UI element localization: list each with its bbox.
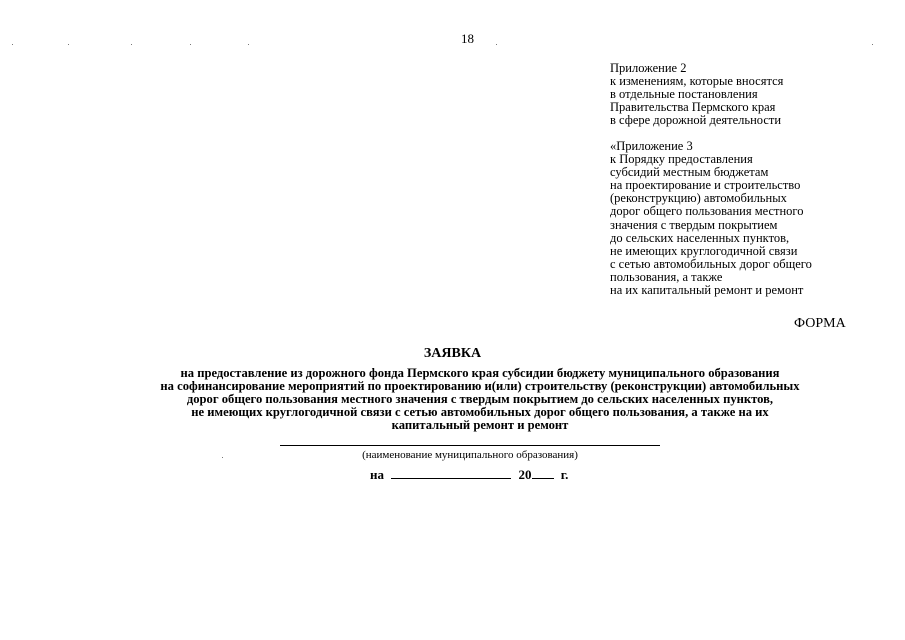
date-blank-field[interactable] <box>391 466 511 479</box>
annex-header-line: в отдельные постановления <box>610 87 758 102</box>
subtitle-line: не имеющих круглогодичной связи с сетью автомобильных дорог общего пользования, а также на их <box>191 405 769 419</box>
annex-header-line: в сфере дорожной деятельности <box>610 113 782 128</box>
annex-order-line: пользования, а также <box>610 269 723 284</box>
annex-order-line: до сельских населенных пунктов, <box>610 230 790 245</box>
annex-order-line: дорог общего пользования местного <box>610 204 804 219</box>
annex-header-line: Правительства Пермского края <box>610 100 776 115</box>
annex-order-line: на проектирование и строительство <box>610 178 801 193</box>
annex-order-line: с сетью автомобильных дорог общего <box>610 256 812 271</box>
annex-order-line: не имеющих круглогодичной связи <box>610 243 798 258</box>
annex-order-line: значения с твердым покрытием <box>610 217 778 232</box>
year-suffix: г. <box>560 467 569 482</box>
scan-speck <box>248 44 249 45</box>
subtitle-line: на предоставление из дорожного фонда Пермского края субсидии бюджету муниципального образования <box>180 366 780 380</box>
annex-order-line: на их капитальный ремонт и ремонт <box>610 283 804 298</box>
annex-header <box>610 62 783 127</box>
scan-speck <box>190 44 191 45</box>
scan-speck <box>496 44 497 45</box>
annex-order-line: субсидий местным бюджетам <box>610 165 769 180</box>
annex-order-line: (реконструкцию) автомобильных <box>610 191 787 206</box>
annex-header-line: к изменениям, которые вносятся <box>610 74 784 89</box>
page-number: 18 <box>461 31 474 46</box>
annex-order-line: к Порядку предоставления <box>610 152 753 167</box>
scan-speck <box>131 44 132 45</box>
document-subtitle <box>0 367 905 432</box>
scan-speck <box>872 44 873 45</box>
subtitle-line: дорог общего пользования местного значения с твердым покрытием до сельских населенных пунктов, <box>186 392 774 406</box>
municipality-name-caption: (наименование муниципального образования) <box>362 449 578 461</box>
subtitle-line: капитальный ремонт и ремонт <box>391 418 569 432</box>
annex-order-line: «Приложение 3 <box>610 139 693 153</box>
subtitle-line: на софинансирование мероприятий по проектированию и(или) строительству (реконструкции) автомобильных <box>160 379 800 393</box>
scan-speck <box>222 457 223 458</box>
municipality-name-field[interactable] <box>280 445 660 446</box>
annex-order <box>610 140 812 297</box>
year-prefix: 20 <box>518 467 532 482</box>
year-blank-field[interactable] <box>532 466 554 479</box>
scan-speck <box>68 44 69 45</box>
date-prefix: на <box>370 467 384 482</box>
form-label: ФОРМА <box>794 316 846 331</box>
annex-header-line: Приложение 2 <box>610 61 687 75</box>
scan-speck <box>12 44 13 45</box>
document-title: ЗАЯВКА <box>423 346 482 361</box>
date-line <box>370 466 568 483</box>
